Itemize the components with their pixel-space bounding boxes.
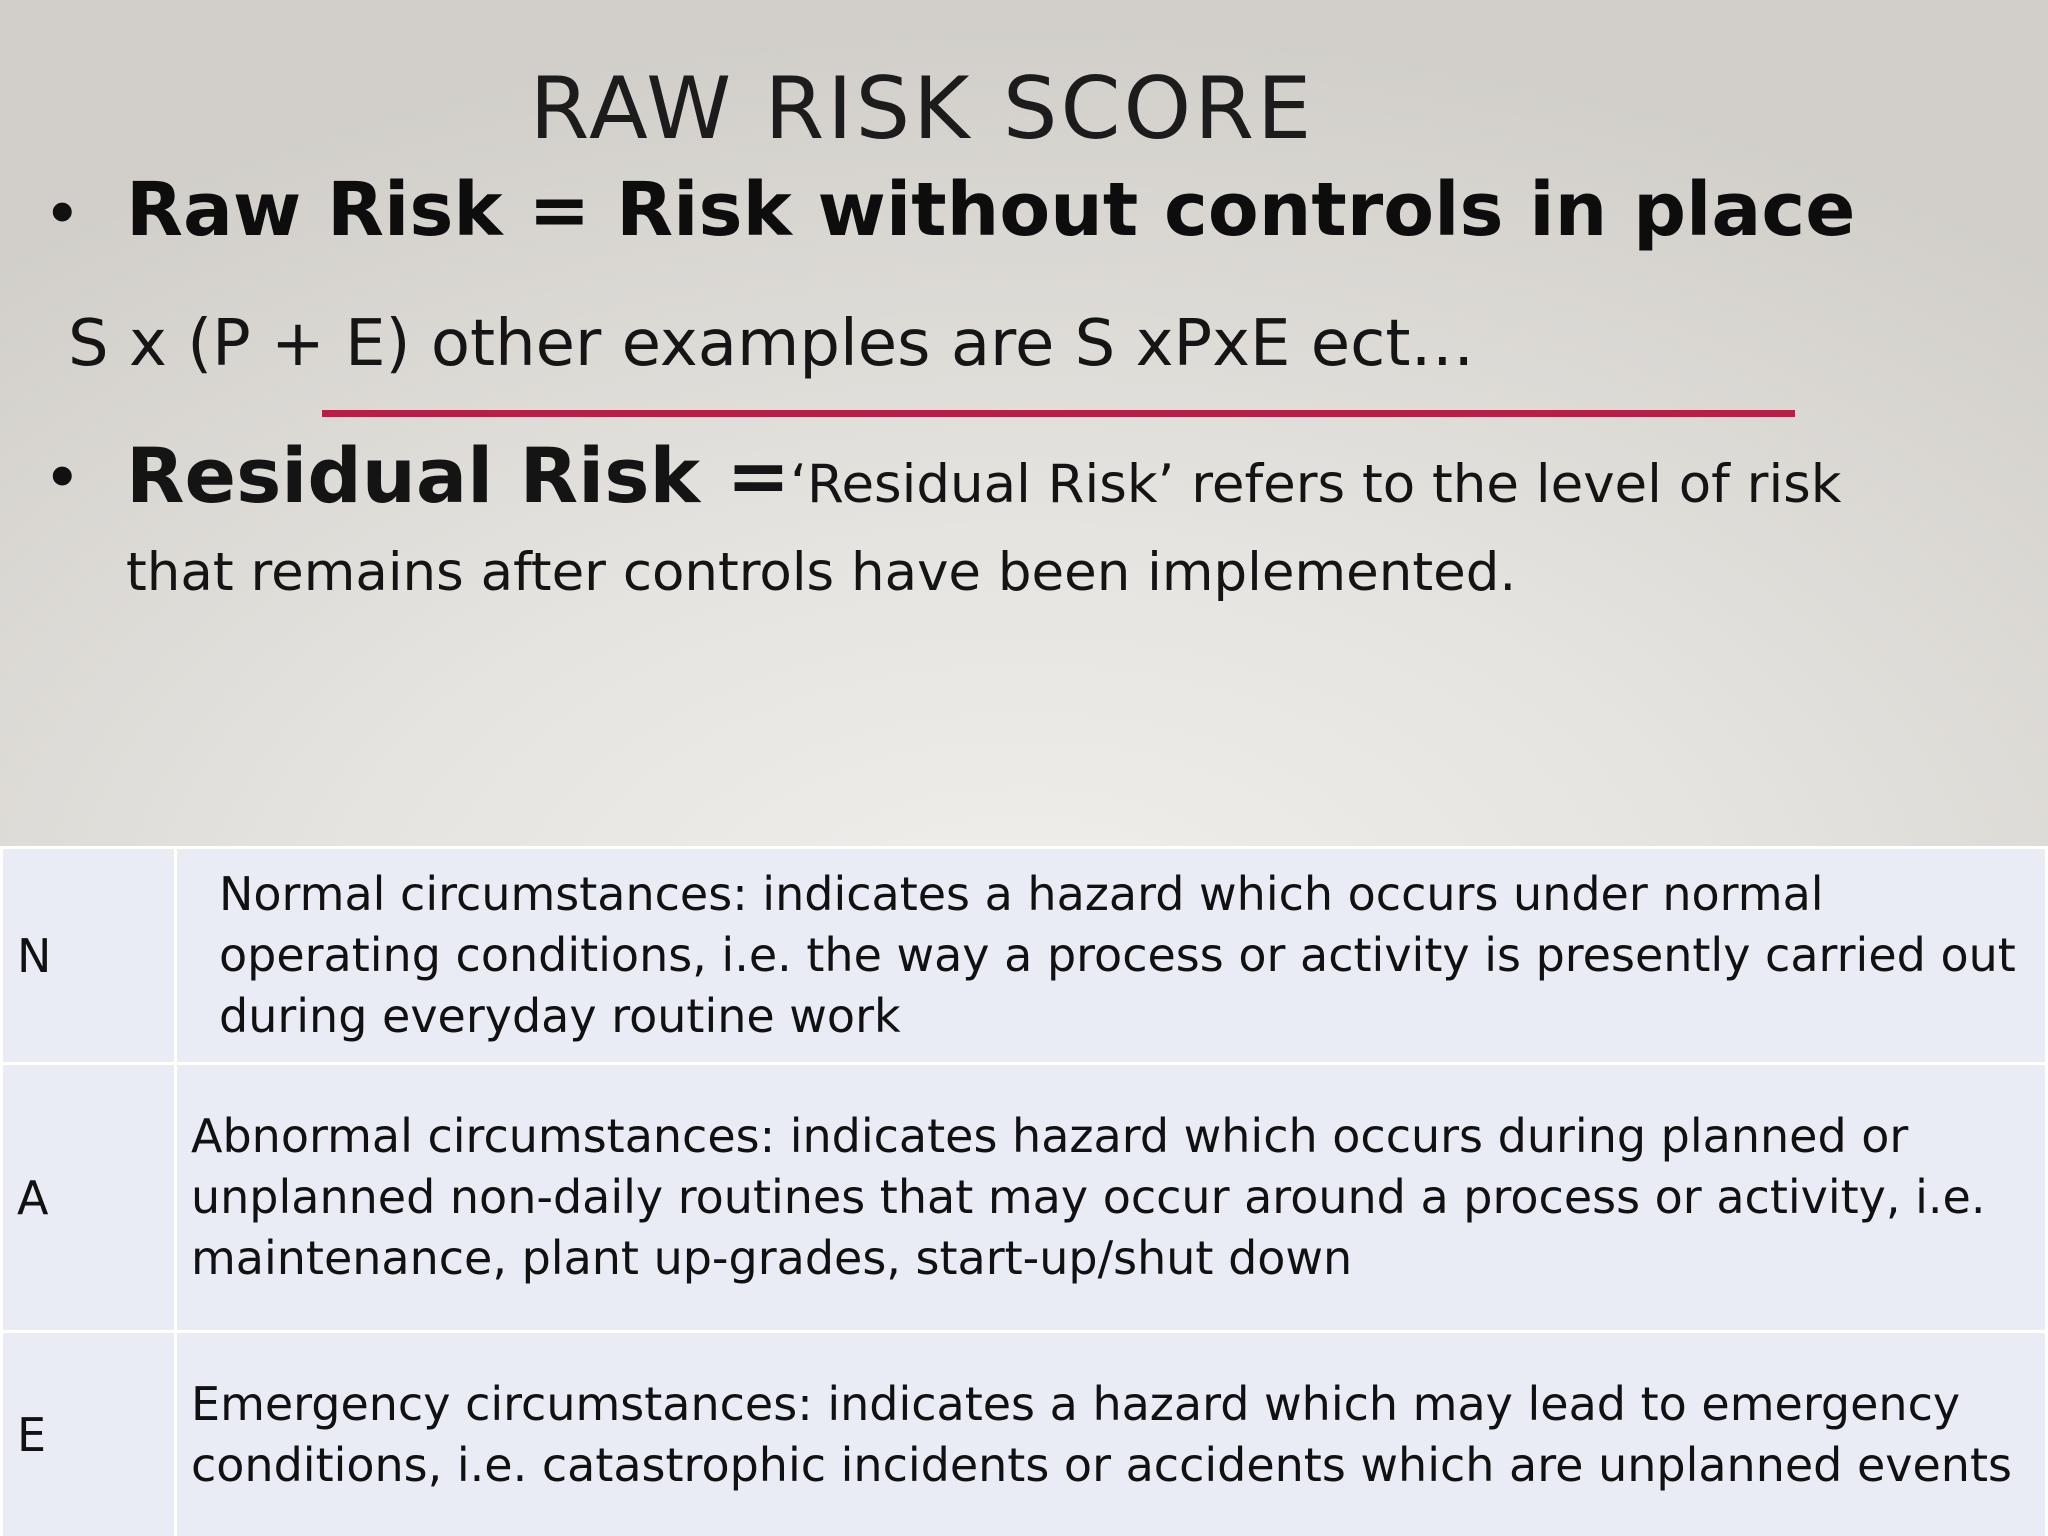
circumstance-code: N [2,848,176,1064]
table-row [2,1332,2047,1536]
residual-risk-definition [126,432,1946,617]
risk-formula: S x (P + E) other examples are S xPxE ect… [68,307,1475,381]
bullet-dot-residual-risk: • [50,436,75,514]
circumstance-description: Normal circumstances: indicates a hazard which occurs under normal operating conditions, i.e. the way a process or activity is presently carried out during everyday routine work [176,848,2047,1064]
circumstances-table [0,846,2048,1536]
slide-title: RAW RISK SCORE [529,59,1315,159]
residual-risk-label: Residual Risk = [126,431,791,520]
circumstance-code: E [2,1332,176,1536]
bullet-dot-raw-risk: • [50,172,75,250]
circumstance-code: A [2,1064,176,1332]
circumstance-description: Abnormal circumstances: indicates hazard which occurs during planned or unplanned non-daily routines that may occur around a process or activity, i.e. maintenance, plant up-grades, start-up/shut down [176,1064,2047,1332]
circumstance-description: Emergency circumstances: indicates a hazard which may lead to emergency conditions, i.e. catastrophic incidents or accidents which are unplanned events [176,1332,2047,1536]
residual-risk-text: ‘Residual Risk’ refers to the level of risk that remains after controls have been implemented. [126,454,1842,603]
raw-risk-definition: Raw Risk = Risk without controls in place [126,167,1856,253]
red-divider-line [322,410,1795,417]
table-row [2,848,2047,1064]
table-row [2,1064,2047,1332]
